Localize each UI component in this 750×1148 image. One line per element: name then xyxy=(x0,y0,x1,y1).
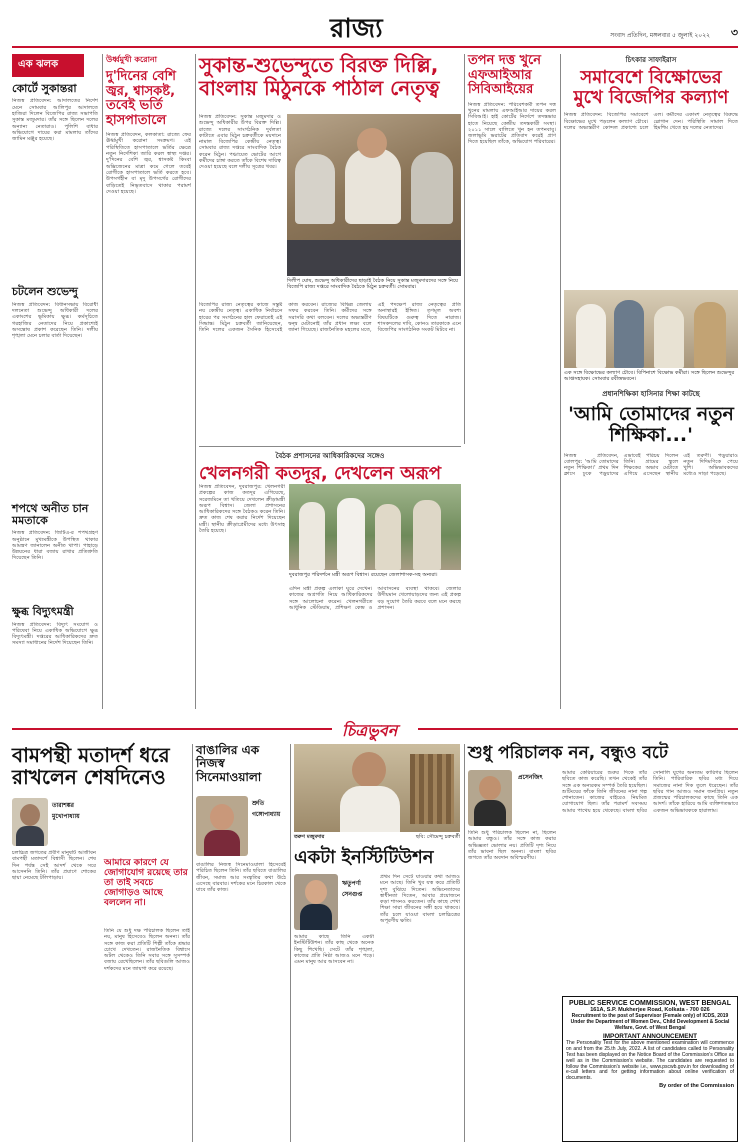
person-figure xyxy=(614,300,644,368)
teacher-title: 'আমি তোমাদের নতুন শিক্ষিকা...' xyxy=(568,403,734,447)
ad-heading: IMPORTANT ANNOUNCEMENT xyxy=(602,1033,698,1041)
banner-rule-right xyxy=(418,728,738,730)
divider xyxy=(199,446,461,447)
brief-title-2: চটলেন শুভেন্দু xyxy=(12,285,78,299)
psc-advertisement xyxy=(562,996,738,1142)
article1-quote: আমারে কারণে যে জোগাযোগ রয়েছে তার তা তাই সবচে জোগাড়ও আছে বললেন না। xyxy=(104,858,188,909)
person-figure xyxy=(16,826,44,846)
briefs-tag: এক ঝলক xyxy=(12,54,84,77)
person-figure xyxy=(305,880,327,904)
person-figure xyxy=(479,776,501,800)
table-edge xyxy=(287,240,461,276)
article2-title: বাঙালির এক নিজস্ব সিনেমাওয়ালা xyxy=(196,743,262,784)
article3-portrait xyxy=(294,874,338,930)
person-figure xyxy=(295,154,335,224)
person-figure xyxy=(300,904,332,930)
person-figure xyxy=(576,304,606,368)
ad-address: 161A, S.P. Mukherjee Road, Kolkata - 700 026 xyxy=(590,1007,710,1013)
teacher-body: নিজস্ব প্রতিবেদন, বোলপুর: 'আমি তোমাদের নতুন শিক্ষিকা।' প্রথম দিন ক্লাসে ঢুকে পড়ুয়াদের এভাবেই পরিচয় দিলেন তিনি। গ্রামের স্কুলে শিক্ষকের অভাব মেটাতে এগিয়ে এসেছেন স্থানীয় এই তরুণী। পড়ুয়ারাও নতুন দিদিমণিকে পেয়ে খুশি। অভিভাবকদের মধ্যেও সাড়া পড়েছে। xyxy=(564,452,738,478)
person-figure xyxy=(474,800,506,826)
article4-photo xyxy=(468,770,512,826)
lead-body-more: বিজেপির রাজ্য নেতৃত্বের কাজে সন্তুষ্ট নয় কেন্দ্রীয় নেতৃত্ব। একাধিক নির্বাচনে হারের পর সংগঠনের হাল ফেরাতেই এই সিদ্ধান্ত। মিঠুন চক্রবর্তী জানিয়েছেন, তিনি দলের একজন সৈনিক হিসেবেই কাজ করবেন। রাজ্যের বিভিন্ন জেলায় সফর করবেন তিনি। কর্মীদের সঙ্গে সরাসরি কথা বলবেন। দলের অভ্যন্তরীণ দ্বন্দ্ব মেটানোই তাঁর প্রধান লক্ষ্য বলে জানা গিয়েছে। রাজনৈতিক মহলের মতে, এই পদক্ষেপ রাজ্য নেতৃত্বের প্রতি অনাস্থারই ইঙ্গিত। তৃণমূল অবশ্য বিষয়টিকে গুরুত্ব দিতে নারাজ। শাসকদলের দাবি, কোনও তারকাকে এনে বিজেপির সাংগঠনিক সংকট মিটবে না। xyxy=(199,302,461,334)
lead-text-left xyxy=(199,114,281,292)
divider xyxy=(192,744,193,1142)
brief-body-2: নিজস্ব প্রতিবেদন: বিধানসভায় বিরোধী দলনেতা শুভেন্দু অধিকারী দলের একাংশের ভূমিকায় ক্ষুব্ধ। কর্মসূচিতে গরহাজির নেতাদের নিয়ে প্রকাশ্যেই অসন্তোষ প্রকাশ করেছেন তিনি। দলীয় শৃঙ্খলা মেনে চলার বার্তা দিয়েছেন। xyxy=(12,301,98,340)
covid-title: দু'দিনের বেশি জ্বর, শ্বাসকষ্ট, তবেই ভর্তি হাসপাতালে xyxy=(106,69,176,128)
article4-body-more: আমার কেরিয়ারের শুরুর দিকে তাঁর ছবিতে কাজ করেছি। তখন থেকেই তাঁর সঙ্গে এক অন্যরকম সম্পর্ক তৈরি হয়েছিল। শুটিংয়ের ফাঁকে তিনি জীবনের নানা গল্প শোনাতেন। কাজের বাইরেও নিয়মিত যোগাযোগ ছিল। তাঁর পরামর্শ সবসময় আমার পাথেয় হয়ে থেকেছে। বাংলা ছবির সোনালি যুগের অন্যতম কারিগর ছিলেন তিনি। পারিবারিক ছবির মধ্য দিয়ে সমাজের নানা দিক তুলে ধরেছেন। তাঁর ছবির গান আজও সমান জনপ্রিয়। নতুন প্রজন্মের পরিচালকদের কাছে তিনি এক আদর্শ। তাঁকে হারিয়ে আমি ব্যক্তিগতভাবে একজন অভিভাবককে হারালাম। xyxy=(562,770,738,814)
khelangari-body-more: এদিন মন্ত্রী প্রকল্প এলাকা ঘুরে দেখেন। কাজের অগ্রগতি নিয়ে আধিকারিকদের সঙ্গে আলোচনা করেন। খেলনগরীতে আধুনিক স্টেডিয়াম, প্রশিক্ষণ কেন্দ্র ও আবাসনের ব্যবস্থা থাকবে। জেলার উদীয়মান খেলোয়াড়দের জন্য এই প্রকল্প বড় সুযোগ তৈরি করবে বলে মনে করছে প্রশাসন। xyxy=(289,586,461,611)
ad-title: PUBLIC SERVICE COMMISSION, WEST BENGAL xyxy=(568,1000,732,1007)
person-figure xyxy=(345,148,401,224)
ad-body: The Personality Test for the above mentioned examination will commence on and from the 25.th July, 2022. A list of candidates called to Personality Test has been displayed on the Notice Board of the Commission's Office as well as in the Commission's website. The candidates are requested to follow the Commission's website i.e., www.pscwb.gov.in for downloading of e-call letters and for getting information about online verification of documents. xyxy=(566,1040,734,1082)
person-figure xyxy=(204,830,240,856)
covid-kicker: উর্ধ্বমুখী করোনা xyxy=(106,55,157,64)
person-figure xyxy=(340,786,400,832)
article4-body: তিনি শুধু পরিচালক ছিলেন না, ছিলেন আমার বন্ধুও। তাঁর সঙ্গে কাজ করার অভিজ্ঞতা ভোলার নয়। প্রতিটি দৃশ্য নিয়ে তাঁর ভাবনা ছিল অনন্য। বাংলা ছবির জগতে তাঁর অবদান অবিস্মরণীয়। xyxy=(468,830,556,862)
person-figure xyxy=(411,152,453,224)
article3-title: একটা ইনস্টিটিউশন xyxy=(294,847,434,868)
divider xyxy=(195,54,196,709)
bjp-rally-story xyxy=(564,54,738,384)
bottom-article-2 xyxy=(196,744,286,1142)
brief-title-4: ক্ষুব্ধ বিদ্যুৎমন্ত্রী xyxy=(12,605,74,619)
khelangari-kicker: বৈঠক প্রশাসনের আধিকারিকদের সঙ্গেও xyxy=(275,452,385,460)
article1-byline: তারাশঙ্কর মুখোপাধ্যায় xyxy=(52,802,80,820)
article2-body: বাঙালির নিজস্ব সিনেমাওয়ালা হিসেবেই পরিচিত ছিলেন তিনি। তাঁর ছবিতে বাঙালির জীবন, সমাজ আর সংস্কৃতির কথা উঠে এসেছে বারবার। দর্শকের মনে চিরকাল থেকে যাবে তাঁর কাজ। xyxy=(196,862,286,894)
article4-title: শুধু পরিচালক নন, বন্ধুও বটে xyxy=(468,743,668,763)
covid-body: নিজস্ব প্রতিবেদন, কলকাতা: রাজ্যে ফের ঊর্ধ্বমুখী করোনা সংক্রমণ। এই পরিস্থিতিতে হাসপাতালে ভর্তির ক্ষেত্রে নতুন নির্দেশিকা জারি করল স্বাস্থ্য দপ্তর। দু'দিনের বেশি জ্বর, শ্বাসকষ্ট কিংবা অক্সিজেনের মাত্রা কমে গেলে তবেই রোগীকে হাসপাতালে ভর্তি করতে হবে। উপসর্গহীন বা মৃদু উপসর্গের রোগীদের বাড়িতেই নিভৃতবাসে থাকার পরামর্শ দেওয়া হয়েছে। xyxy=(106,132,191,195)
page-number: ৩ xyxy=(730,26,738,39)
person-figure xyxy=(694,302,726,368)
khelangari-story xyxy=(199,450,559,708)
lead-title: সুকান্ত-শুভেন্দুতে বিরক্ত দিল্লি, বাংলায় মিঠুনকে পাঠাল নেতৃত্ব xyxy=(199,53,440,100)
brief-body-1: নিজস্ব প্রতিবেদন: আদালতের নির্দেশ মেনে সোমবার আলিপুর আদালতে হাজিরা দিলেন বিজেপির রাজ্য সভাপতি সুকান্ত মজুমদার। তাঁর সঙ্গে ছিলেন দলের অন্যান্য নেতারাও। পুলিশি বাধার অভিযোগে দায়ের করা মামলায় তাঁদের জামিন মঞ্জুর হয়েছে। xyxy=(12,98,98,143)
teacher-story xyxy=(564,388,738,708)
person-figure xyxy=(20,804,40,826)
brief-title-3: শপথে অনীত চান মমতাকে xyxy=(12,501,89,527)
divider xyxy=(560,54,561,709)
article4-byline: প্রসেনজিৎ xyxy=(518,774,543,781)
bottom-article-4 xyxy=(468,744,738,992)
brief-title-1: কোর্টে সুকান্তরা xyxy=(12,82,77,95)
banner-title: চিত্রভুবন xyxy=(342,721,398,740)
person-figure xyxy=(654,306,684,368)
article1-body-more: তিনি যে শুধু দক্ষ পরিচালক ছিলেন তাই নয়, মানুষ হিসেবেও ছিলেন অনন্য। তাঁর সঙ্গে কাজ করা প্রতিটি শিল্পী তাঁকে শ্রদ্ধার চোখে দেখতেন। রাজনৈতিক বিশ্বাসে অটল থেকেও তিনি সবার সঙ্গে সুসম্পর্ক বজায় রেখেছিলেন। তাঁর ছবিগুলি আজও দর্শকদের মনে জায়গা করে রয়েছে। xyxy=(104,928,190,972)
person-figure xyxy=(352,752,386,788)
person-figure xyxy=(413,500,441,570)
left-column xyxy=(12,54,98,709)
lead-photo-caption: দিলীপ ঘোষ, শুভেন্দু অধিকারীদের ছাড়াই বৈঠক নিয়ে সুকান্ত মজুমদারদের সঙ্গে নিয়ে বিজেপি রাজ্য দপ্তরে সাংবাদিক বৈঠকে মিঠুন চক্রবর্তী। সোমবার। xyxy=(287,278,459,291)
person-figure xyxy=(375,504,401,570)
ad-recruitment: Recruitment to the post of Supervisor (Female only) of ICDS, 2019 Under the Department of Women Dev., Child Development & Social Welfare, Govt. of West Bengal xyxy=(570,1013,730,1031)
rally-kicker: চিৎকার সাফাইরাস xyxy=(625,56,677,64)
person-figure xyxy=(357,128,387,158)
bottom-article-3 xyxy=(294,744,460,1142)
khelangari-photo-caption: দুবরাজপুর পরিদর্শনে মন্ত্রী অরূপ বিশ্বাস। রয়েছেন জেলাশাসক-সহ অন্যরা। xyxy=(289,572,438,578)
divider xyxy=(464,744,465,1142)
person-figure xyxy=(299,502,325,570)
cbi-title: তপন দত্ত খুনে এফআইআর সিবিআইয়ের xyxy=(468,53,542,98)
article3-photo-credit: ছবি: সৌমেন্দু চক্রবর্তী xyxy=(415,834,460,840)
article3-body-more: প্রথম দিন সেটে যাওয়ার কথা আজও মনে আছে। তিনি খুব যত্ন করে প্রতিটি দৃশ্য বুঝিয়ে দিতেন। অভিনেতাদের স্বাধীনতা দিতেন, আবার প্রয়োজনে কড়া শাসনও করতেন। তাঁর কাছে শেখা শিক্ষা সারা জীবনের সঙ্গী হয়ে থাকবে। তাঁর চলে যাওয়া বাংলা চলচ্চিত্রের অপূরণীয় ক্ষতি। xyxy=(380,874,460,925)
article3-body: আমার কাছে তিনি একটা ইনস্টিটিউশন। তাঁর কাছ থেকে অনেক কিছু শিখেছি। সেটে তাঁর শৃঙ্খলা, কাজের প্রতি নিষ্ঠা আজও মনে পড়ে। এমন মানুষ আর আসবেন না। xyxy=(294,934,374,966)
article2-byline: শ্রুতি গঙ্গোপাধ্যায় xyxy=(252,800,281,818)
person-figure xyxy=(337,498,365,570)
chitra-banner xyxy=(12,718,738,740)
khelangari-photo xyxy=(289,484,461,570)
header-rule xyxy=(12,46,738,48)
date-line: সংবাদ প্রতিদিন, মঙ্গলবার ৫ জুলাই ২০২২ xyxy=(610,32,710,39)
rally-photo-caption: এক সঙ্গে বিক্ষোভের কল্যাণ চৌবে। বিপিনাশে বিক্ষোভ কর্মীরা। সঙ্গে ছিলেন শুভেন্দুর আপ্তসহায়ক। সোমবার রবীন্দ্রভবনে। xyxy=(564,370,735,383)
lead-body: নিজস্ব প্রতিবেদন: সুকান্ত মজুমদার ও শুভেন্দু অধিকারীর উপর বিরক্ত দিল্লি। রাজ্যে দলের সাংগঠনিক দুর্বলতা কাটাতে এবার মিঠুন চক্রবর্তীকে ময়দানে নামাল বিজেপির কেন্দ্রীয় নেতৃত্ব। সোমবার রাজ্য দপ্তরে সাংবাদিক বৈঠক করেন মিঠুন। পঞ্চায়েত ভোটের আগে কর্মীদের চাঙ্গা করতে তাঁকে বিশেষ দায়িত্ব দেওয়া হয়েছে বলে দলীয় সূত্রের খবর। xyxy=(199,114,281,171)
brief-body-3: নিজস্ব প্রতিবেদন: জিটিএ-র শপথগ্রহণ অনুষ্ঠানে মুখ্যমন্ত্রীকে উপস্থিত থাকার আমন্ত্রণ জানালেন অনীত থাপা। পাহাড়ে উন্নয়নের ধারা বজায় রাখার প্রতিশ্রুতি দিয়েছেন তিনি। xyxy=(12,530,98,562)
rally-body: নিজস্ব প্রতিবেদন: বিজেপির সমাবেশে বিক্ষোভের মুখে পড়লেন কল্যাণ চৌবে। দলের অভ্যন্তরীণ কোন্দল প্রকাশ্যে চলে এল। কর্মীদের একাংশ নেতৃত্বের বিরুদ্ধে স্লোগান দেন। পরিস্থিতি সামাল দিতে হিমশিম খেতে হয় দলের নেতাদের। xyxy=(564,112,738,131)
article2-photo xyxy=(196,796,248,856)
cbi-body: নিজস্ব প্রতিবেদন: পরিবেশকর্মী তপন দত্ত খুনের মামলায় এফআইআর দায়ের করল সিবিআই। হাই কোর্টের নির্দেশে তদন্তভার হাতে নিয়েছে কেন্দ্রীয় তদন্তকারী সংস্থা। ২০১১ সালে বালিতে খুন হন তপনবাবু। জলাভূমি ভরাটের প্রতিবাদ করেই প্রাণ দিতে হয়েছিল তাঁকে, অভিযোগ পরিবারের। xyxy=(468,101,556,146)
lead-story xyxy=(199,54,461,444)
section-title: রাজ্য xyxy=(330,14,383,44)
article1-photo xyxy=(12,798,48,846)
rally-title: সমাবেশে বিক্ষোভের মুখে বিজেপির কল্যাণ xyxy=(573,67,729,109)
ad-footer: By order of the Commission xyxy=(659,1082,734,1089)
rally-photo xyxy=(564,290,738,368)
article3-byline: ঋতুপর্ণা সেনগুপ্ত xyxy=(342,880,363,898)
article1-body: চলচ্চিত্র জগতের প্রবীণ মানুষটি আজীবন বামপন্থী মতাদর্শে বিশ্বাসী ছিলেন। শেষ দিন পর্যন্ত সেই আদর্শ থেকে সরে আসেননি তিনি। তাঁর প্রয়াণে শোকের ছায়া নেমেছে টলিপাড়ায়। xyxy=(12,850,96,882)
page-header xyxy=(0,0,750,48)
divider xyxy=(464,54,465,444)
banner-rule-left xyxy=(12,728,332,730)
article3-photo xyxy=(294,744,460,832)
khelangari-body: নিজস্ব প্রতিবেদন, দুবরাজপুর: খেলনগরী প্রকল্পের কাজ কতদূর এগিয়েছে, সরেজমিনে তা খতিয়ে দেখলেন ক্রীড়ামন্ত্রী অরূপ বিশ্বাস। জেলা প্রশাসনের আধিকারিকদের সঙ্গে বৈঠকও করেন তিনি। দ্রুত কাজ শেষ করার নির্দেশ দিয়েছেন মন্ত্রী। স্থানীয় ক্রীড়াপ্রেমীদের মধ্যে উৎসাহ তৈরি হয়েছে। xyxy=(199,484,285,535)
brief-body-4: নিজস্ব প্রতিবেদন: বিদ্যুৎ সংযোগ ও পরিষেবা নিয়ে একাধিক অভিযোগে ক্ষুব্ধ বিদ্যুৎমন্ত্রী। দপ্তরের আধিকারিকদের দ্রুত সমস্যা সমাধানের নির্দেশ দিয়েছেন তিনি। xyxy=(12,621,98,647)
article1-title: বামপন্থী মতাদর্শ ধরে রাখলেন শেষদিনেও xyxy=(12,743,170,790)
divider xyxy=(102,54,103,709)
lead-photo xyxy=(287,114,461,276)
khelangari-title: খেলনগরী কতদূর, দেখলেন অরূপ xyxy=(199,463,442,484)
bookshelf xyxy=(410,754,454,824)
article3-photo-caption: তরুণ মজুমদার xyxy=(294,834,325,840)
bottom-article-1 xyxy=(12,744,190,1142)
divider xyxy=(290,744,291,1142)
person-figure xyxy=(210,804,234,830)
teacher-kicker: প্রধানশিক্ষিকা হাসিনার শিক্ষা কাটছে xyxy=(602,390,700,398)
covid-story xyxy=(106,54,191,709)
